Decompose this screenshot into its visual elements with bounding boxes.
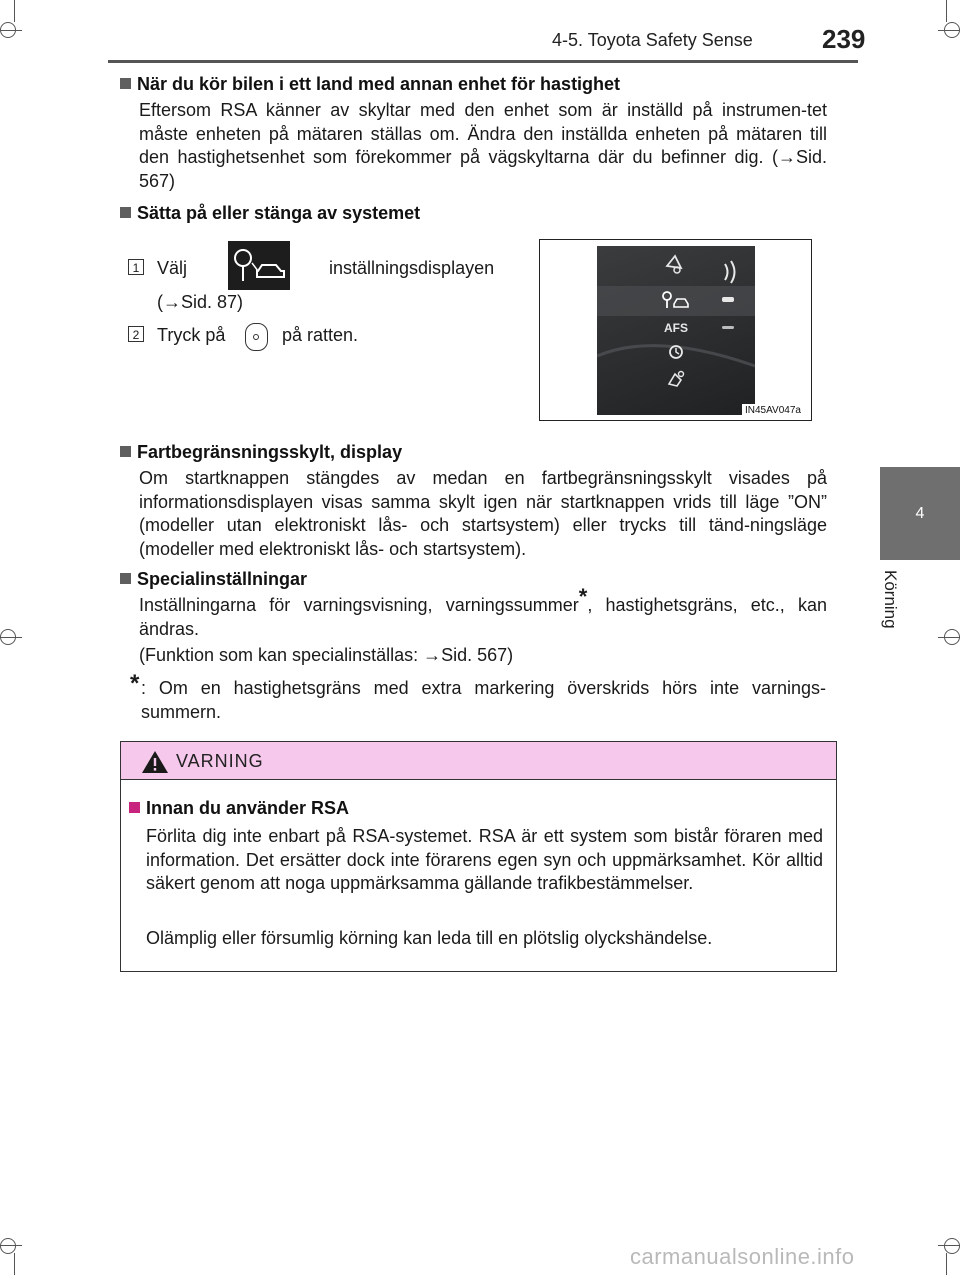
afs-label: AFS <box>664 321 688 335</box>
step-number: 2 <box>128 326 144 342</box>
footnote-text: : Om en hastighetsgräns med extra markering överskrids hörs inte varnings-summern. <box>141 678 826 722</box>
crop-mark <box>0 629 16 645</box>
bullet-square <box>120 573 131 584</box>
bullet-square <box>120 207 131 218</box>
steering-wheel-button-icon <box>245 323 268 351</box>
crop-mark <box>944 629 960 645</box>
warning-title: VARNING <box>176 751 264 771</box>
warning-heading: Innan du använder RSA <box>129 798 349 819</box>
crop-mark <box>14 1253 15 1275</box>
crop-mark <box>946 0 947 22</box>
step1-text-c: (→Sid. 87) <box>157 292 244 312</box>
step1-text-a: Välj <box>157 258 188 278</box>
warning-paragraph-2: Olämplig eller försumlig körning kan leda till en plötslig olyckshändelse. <box>146 928 713 948</box>
page-number: 239 <box>822 24 866 54</box>
bullet-square <box>120 78 131 89</box>
chapter-label <box>870 570 910 650</box>
heading-units: När du kör bilen i ett land med annan enhet för hastighet <box>120 74 620 95</box>
dashboard-settings-illustration <box>597 246 755 415</box>
heading-toggle: Sätta på eller stänga av systemet <box>120 203 420 224</box>
header-rule <box>108 60 858 63</box>
figure-code: IN45AV047a <box>742 404 804 417</box>
heading-special: Specialinställningar <box>120 569 307 590</box>
chapter-number: 4 <box>915 504 925 522</box>
settings-display-icon <box>228 241 290 290</box>
paragraph-sign: Om startknappen stängdes av medan en fartbegränsningsskylt visades på informationsdisplayen visas samma skylt igen när startknappen vrids till läge ”ON” (modeller utan elektroniskt lås- och startsystem) eller trycks till tänd-ningsläge (modeller med elektroniskt lås- och startsystem). <box>139 468 827 559</box>
rsa-sign-car-icon <box>228 241 290 290</box>
warning-bullet <box>129 802 140 813</box>
crop-mark <box>944 1238 960 1254</box>
crop-mark <box>944 22 960 38</box>
warning-paragraph-1: Förlita dig inte enbart på RSA-systemet. RSA är ett system som bistår föraren med information. Det ersätter dock inte förarens egen syn och uppmärksamhet. Kör alltid säkert genom att noga uppmärksamma gällande trafikbestämmelser. <box>146 826 823 893</box>
step1-text-b: inställningsdisplayen <box>329 258 495 278</box>
watermark: carmanualsonline.info <box>630 1244 855 1269</box>
paragraph-units: Eftersom RSA känner av skyltar med den enhet som är inställd på instrumen-tet måste enheten på mätaren ställas om. Ändra den inställda enheten på mätaren till den hastighetsenhet som förekommer på vägskyltarna där du befinner dig. (→Sid. 567) <box>139 100 827 191</box>
paragraph-special-ref: (Funktion som kan specialinställas: →Sid. 567) <box>139 645 514 665</box>
dashboard-display-figure <box>597 246 755 415</box>
step2-text-a: Tryck på <box>157 325 226 345</box>
footnote-mark: * <box>130 670 140 697</box>
chapter-label-text: Körning <box>881 570 900 629</box>
step-number: 1 <box>128 259 144 275</box>
heading-sign: Fartbegränsningsskylt, display <box>120 442 402 463</box>
step2-text-b: på ratten. <box>282 325 359 345</box>
crop-mark <box>0 1238 16 1254</box>
paragraph-special: Inställningarna för varningsvisning, varningssummer*, hastighetsgräns, etc., kan ändras. <box>139 584 827 639</box>
crop-mark <box>14 0 15 22</box>
section-title: 4-5. Toyota Safety Sense <box>552 30 753 50</box>
warning-triangle-icon <box>141 750 169 774</box>
crop-mark <box>946 1253 947 1275</box>
crop-mark <box>0 22 16 38</box>
chapter-tab <box>880 467 960 560</box>
bullet-square <box>120 446 131 457</box>
